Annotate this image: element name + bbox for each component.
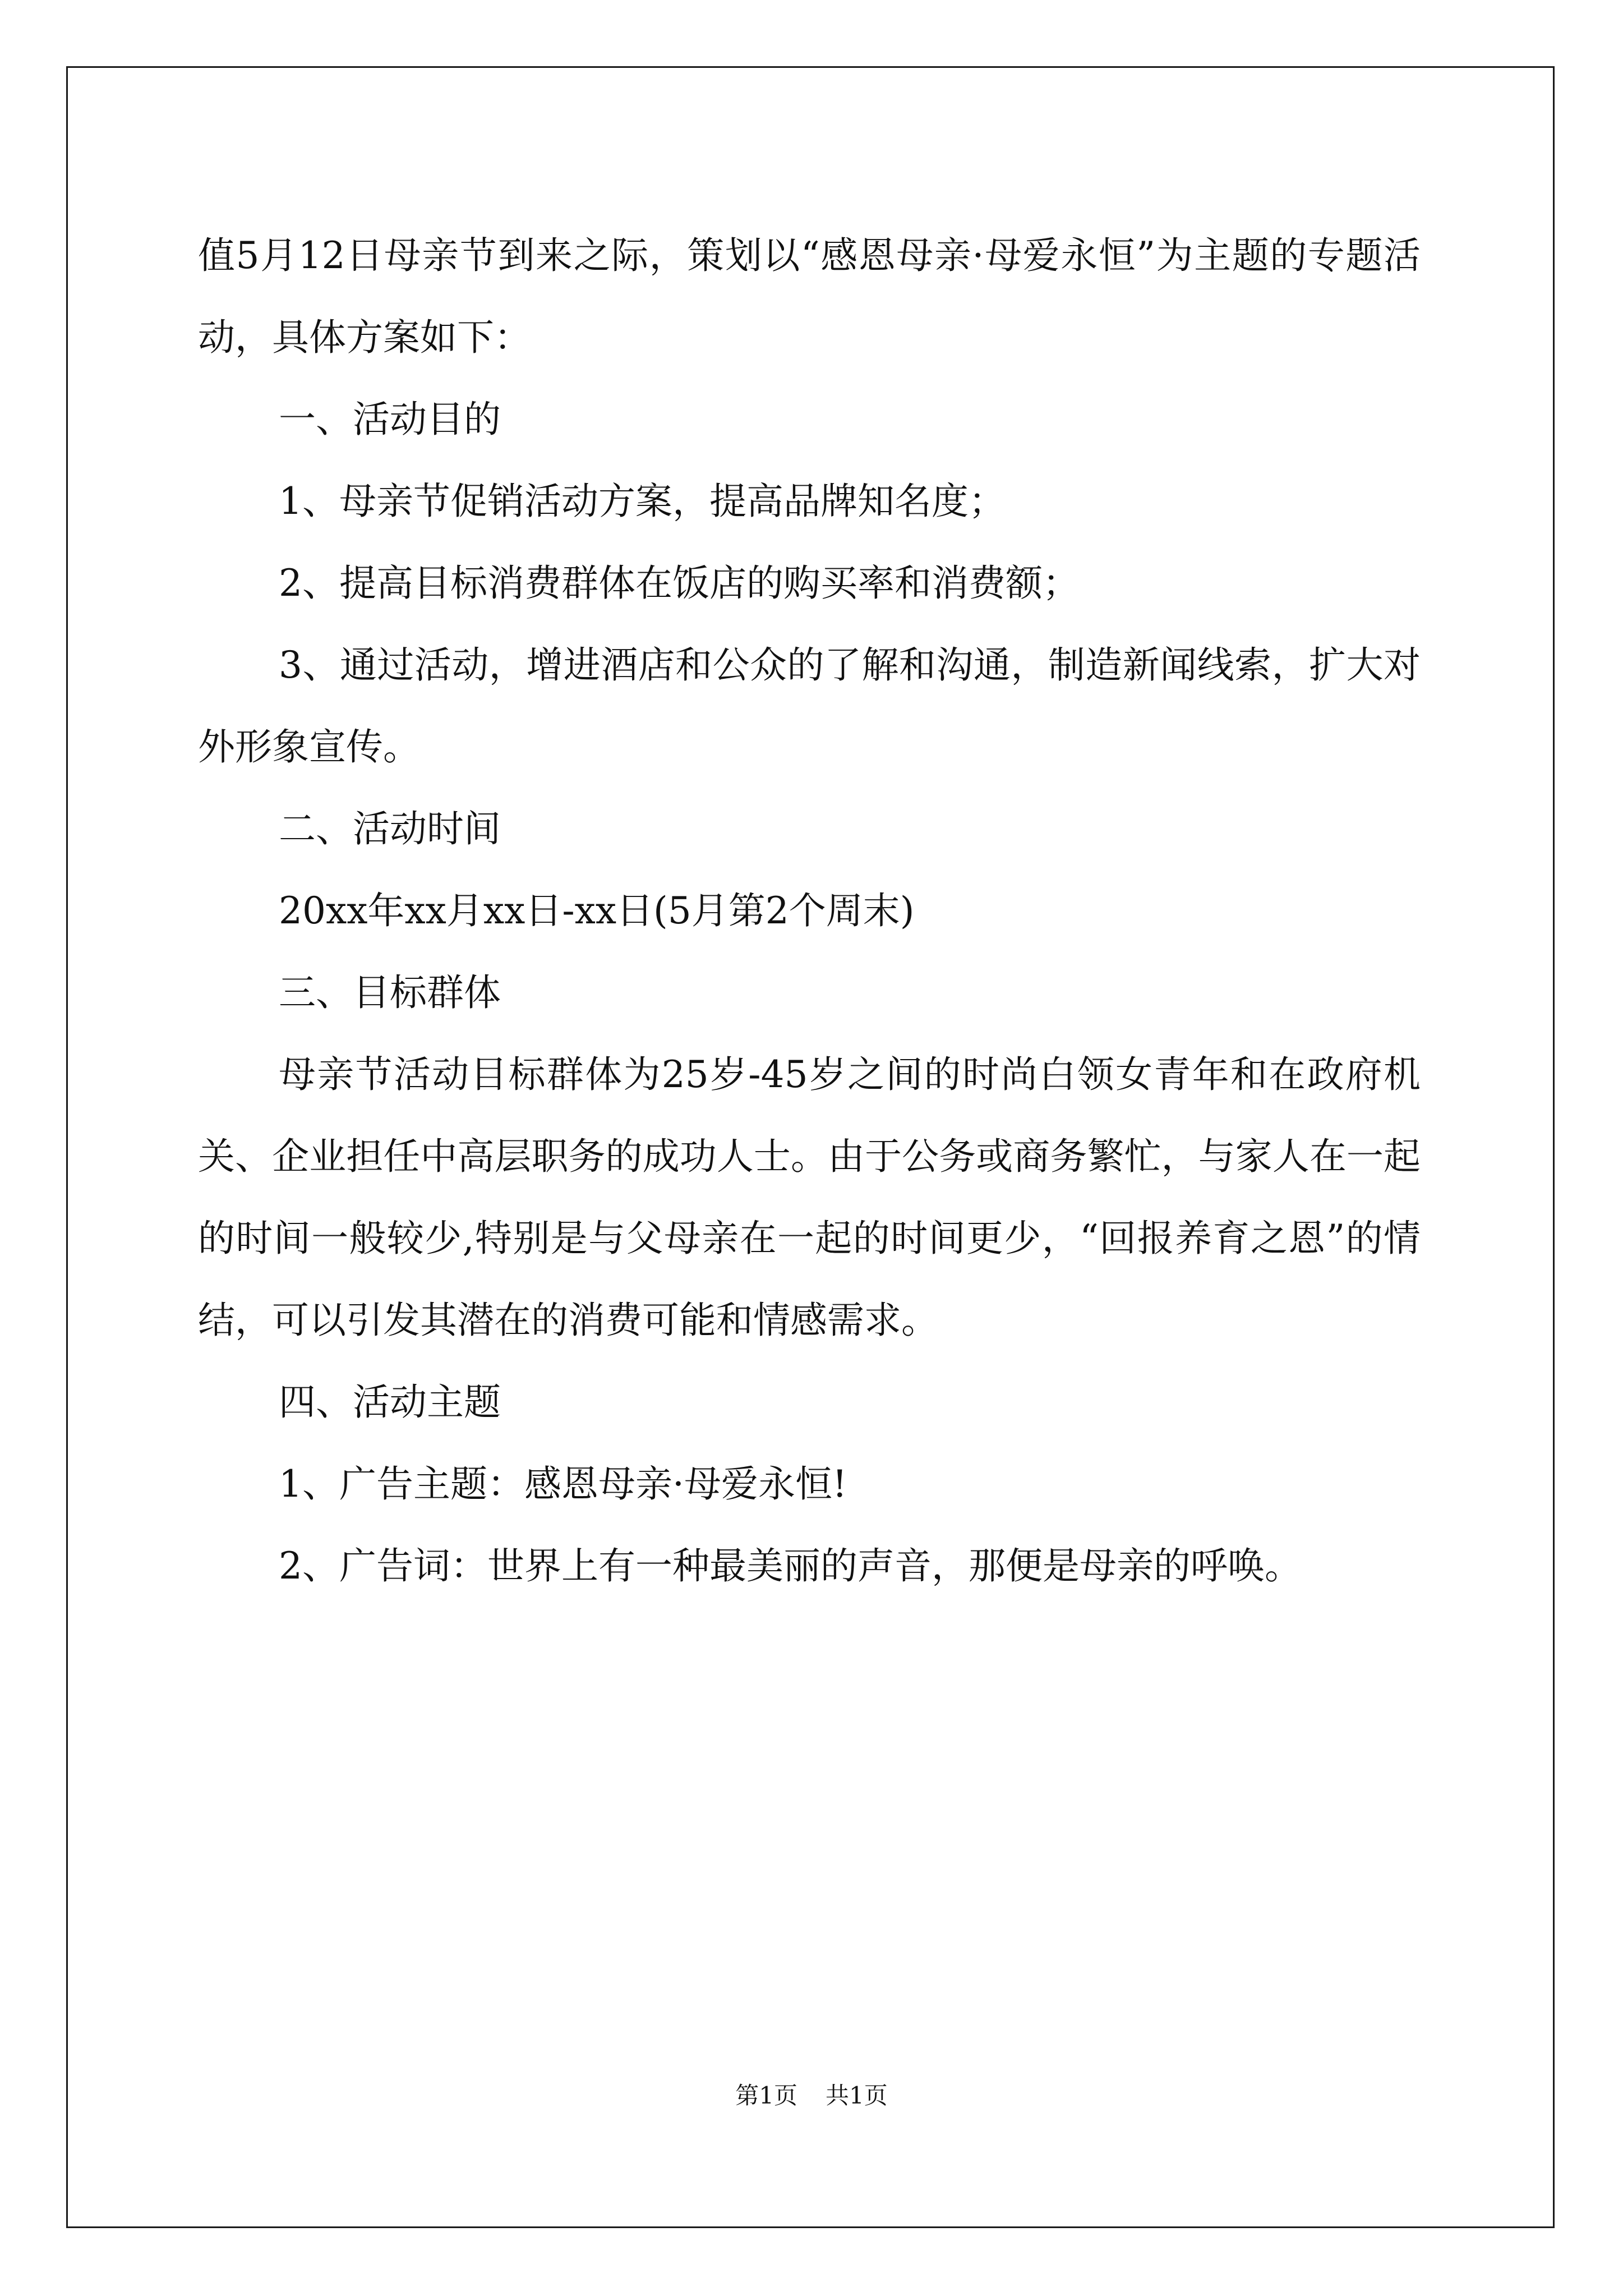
list-item: 1、广告主题：感恩母亲·母爱永恒! xyxy=(279,1462,847,1506)
page-number: 第1页 xyxy=(735,2082,797,2109)
page-footer xyxy=(0,2077,1623,2111)
list-item: 1、母亲节促销活动方案，提高品牌知名度； xyxy=(279,480,1006,523)
paragraph-target-group: 母亲节活动目标群体为25岁-45岁之间的时尚白领女青年和在政府机关、企业担任中高层职务的成功人士。由于公务或商务繁忙，与家人在一起的时间一般较少,特别是与父母亲在一起的时间更少，“回报养育之恩”的情结，可以引发其潜在的消费可能和情感需求。 xyxy=(198,1053,1421,1342)
heading-section-2: 二、活动时间 xyxy=(279,807,501,850)
list-item: 2、提高目标消费群体在饭店的购买率和消费额； xyxy=(279,562,1080,605)
heading-section-1: 一、活动目的 xyxy=(279,398,501,441)
list-item: 3、通过活动，增进酒店和公众的了解和沟通，制造新闻线索，扩大对外形象宣传。 xyxy=(198,643,1421,769)
paragraph-date: 20xx年xx月xx日-xx日(5月第2个周末) xyxy=(279,889,915,932)
list-item: 2、广告词：世界上有一种最美丽的声音，那便是母亲的呼唤。 xyxy=(279,1544,1302,1588)
document-body xyxy=(198,215,1421,1607)
paragraph-intro: 值5月12日母亲节到来之际，策划以“感恩母亲·母爱永恒”为主题的专题活动，具体方案如下： xyxy=(198,234,1421,359)
page-total: 共1页 xyxy=(826,2082,888,2109)
heading-section-4: 四、活动主题 xyxy=(279,1381,501,1424)
heading-section-3: 三、目标群体 xyxy=(279,971,501,1014)
